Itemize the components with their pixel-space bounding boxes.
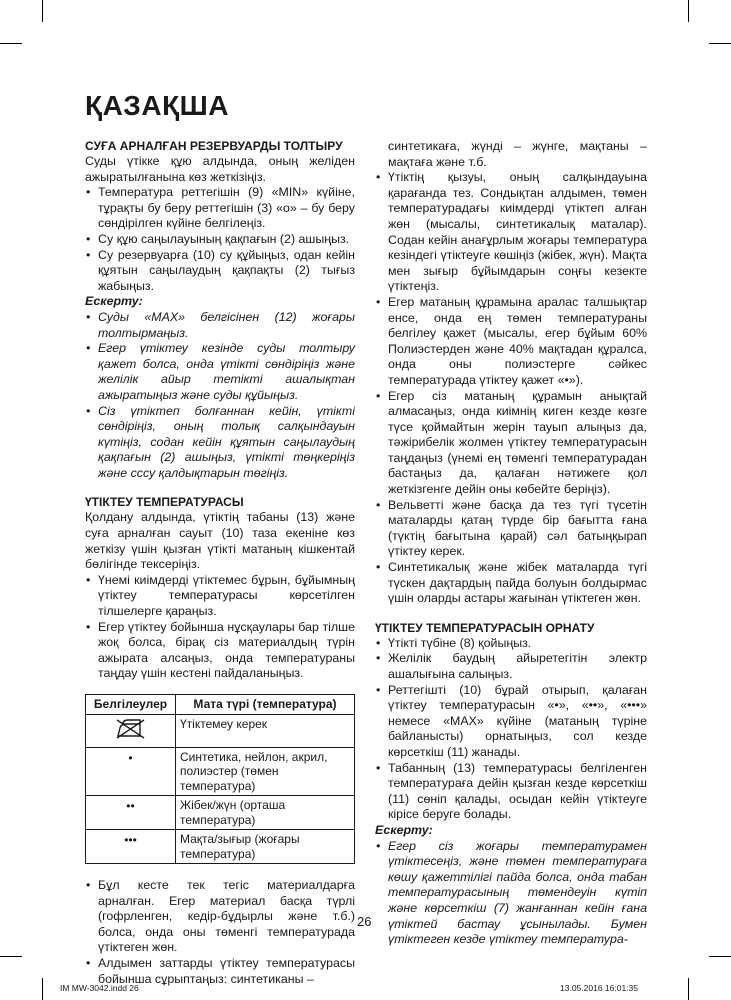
crop-mark xyxy=(688,978,689,1000)
section-intro: Қолдану алдында, үтіктің табаны (13) және суға арналған сауыт (10) таза екеніне көз жеткізу үшін қызған үтікті матаның кішкентай бөлігінде тексеріңіз. xyxy=(85,510,355,572)
note-heading: Ескерту: xyxy=(375,822,433,837)
list-item: • Үтіктің қызуы, оның салқындауына қарағанда тез. Сондықтан алдымен, төмен температурадағы киімдерді үтіктеп алған жөн (мысалы, синтетикалық маталар). Содан кейін анағұрлым жоғары температура кезіндегі үтіктеуге көшіңіз (жібек, жүн). Мақта мен зығыр бұйымдарын соңғы кезекте үтіктеңіз. xyxy=(375,170,647,295)
note-list xyxy=(375,839,647,948)
crop-mark xyxy=(688,0,689,22)
instruction-list xyxy=(375,636,647,823)
no-ironing-icon xyxy=(114,718,148,740)
crop-mark xyxy=(42,978,43,1000)
footer-file-info: IM MW-3042.indd 26 xyxy=(60,983,139,993)
fabric-temperature-table xyxy=(85,694,355,864)
list-item: • Реттегішті (10) бұрай отырып, қалаған үтіктеу температурасын «•», «••», «•••» немесе «MAX» күйіне (матаның түріне байланысты) орнатыңыз, сол кезде көрсеткіш (11) жанады. xyxy=(375,683,647,761)
list-item: • Үнемі киімдерді үтіктемес бұрын, бұйымның үтіктеу температурасы көрсетілген тілшелерге қараңыз. xyxy=(85,573,355,620)
table-row xyxy=(86,796,355,830)
crop-mark xyxy=(0,43,22,44)
section-heading-ironing-temperature: ҮТІКТЕУ ТЕМПЕРАТУРАСЫ xyxy=(85,495,244,510)
list-item: • Синтетикалық және жібек маталарда түгі түскен дақтардың пайда болуын болдырмас үшін оларды астары жағынан үтіктеген жөн. xyxy=(375,560,647,607)
table-row xyxy=(86,830,355,864)
list-item: • Егер сіз жоғары температурамен үтіктесеңіз, және төмен температураға көшу қажеттілігі пайда болса, онда табан температурасының төмендеуін күтіп және көрсеткіш (7) жанғаннан кейін ғана үтіктей бастау ұсынылады. Бумен үтіктеген кезде үтіктеу температура- xyxy=(375,839,647,948)
list-item: • Бұл кесте тек тегіс материалдарға арналған. Егер материал басқа түрлі (гофрленген, кедір-бұдырлы және т.б.) болса, онда оны төменгі температурада үтіктеген жөн. xyxy=(85,878,355,956)
page-title: ҚАЗАҚША xyxy=(85,90,230,121)
footer-timestamp: 13.05.2016 16:01:35 xyxy=(560,983,638,993)
instruction-list xyxy=(85,573,355,682)
list-item: • Үтікті түбіне (8) қойыңыз. xyxy=(375,636,647,652)
table-header-symbols: Белгілеулер xyxy=(86,695,176,715)
section-heading-set-temperature: ҮТІКТЕУ ТЕМПЕРАТУРАСЫН ОРНАТУ xyxy=(375,620,595,635)
table-row xyxy=(86,747,355,796)
list-item: • Егер үтіктеу бойынша нұсқаулары бар тілше жоқ болса, бірақ сіз материалдың түрін ажырата алсаңыз, онда температураны таңдау үшін кестені пайдаланыңыз. xyxy=(85,620,355,682)
table-row xyxy=(86,714,355,747)
list-item: • Егер сіз матаның құрамын анықтай алмасаңыз, онда киімнің киген кезде көзге түсе қоймайтын жерін тауып алыңыз да, тәжірибелік жолмен үтіктеу температурасын таңдаңыз (үнемі ең төменгі температурадан бастаңыз да, қалаған нәтижеге қол жеткізгенге дейін оны көбейте беріңіз). xyxy=(375,389,647,498)
instruction-list xyxy=(85,185,355,294)
list-item: • Табанның (13) температурасы белгіленген температураға дейін қызған кезде көрсеткіш (11) сөніп қалады, осыдан кейін үтіктеуге кірісе беруге болады. xyxy=(375,761,647,823)
table-cell-symbol: ••• xyxy=(86,830,176,864)
table-cell-symbol: • xyxy=(86,747,176,796)
section-intro: Суды үтікке құю алдында, оның желіден ажыратылғанына көз жеткізіңіз. xyxy=(85,154,355,184)
table-cell-fabric: Мақта/зығыр (жоғары температура) xyxy=(176,830,355,864)
table-cell-fabric: Жібек/жүн (орташа температура) xyxy=(176,796,355,830)
continued-text: синтетикаға, жүнді – жүнге, мақтаны – мақтаға және т.б. xyxy=(388,139,647,169)
list-item: • Желілік баудың айыретегітін электр ашалығына салыңыз. xyxy=(375,651,647,682)
list-item: • Сіз үтіктеп болғаннан кейін, үтікті сөндіріңіз, оның толық салқындауын күтіңіз, содан кейін құятын саңылаудың қақпағын (2) ашыңыз, үтікті төңкеріңіз және сссу қалдықтарын төгіңіз. xyxy=(85,404,355,482)
instruction-list xyxy=(375,170,647,607)
left-column xyxy=(85,139,355,987)
list-item: • Су құю саңылауының қақпағын (2) ашыңыз. xyxy=(85,232,355,248)
table-cell-fabric: Синтетика, нейлон, акрил, полиэстер (төмен температура) xyxy=(176,747,355,796)
list-item: • Алдымен заттарды үтіктеу температурасы бойынша сұрыптаңыз: синтетиканы – xyxy=(85,956,355,987)
table-cell-fabric: Үтіктемеу керек xyxy=(176,714,355,747)
note-list xyxy=(85,310,355,482)
page-number: 26 xyxy=(357,914,372,929)
crop-mark xyxy=(42,0,43,22)
note-heading: Ескерту: xyxy=(85,294,143,309)
list-item: • Су резервуарға (10) су құйыңыз, одан кейін құятын саңылаудың қақпақты (2) тығыз жабыңыз. xyxy=(85,248,355,295)
table-cell-symbol: •• xyxy=(86,796,176,830)
list-item: • Температура реттегішін (9) «MIN» күйіне, тұрақты бу беру реттегішін (3) «о» – бу беру сөндірілген күйіне белгілеңіз. xyxy=(85,185,355,232)
crop-mark xyxy=(0,956,22,957)
list-item: • Егер матаның құрамына аралас талшықтар енсе, онда ең төмен температураны белгілеу қажет (мысалы, егер бұйым 60% Полиэстерден және 40% мақтадан құралса, онда оны полиэстерге сәйкес температурада үтіктеу қажет «•»). xyxy=(375,295,647,389)
list-item: • Суды «MAX» белгісінен (12) жоғары толтырмаңыз. xyxy=(85,310,355,341)
table-cell-symbol xyxy=(86,714,176,747)
instruction-list xyxy=(85,878,355,987)
table-header-fabric: Мата түрі (температура) xyxy=(176,695,355,715)
right-column xyxy=(375,139,647,948)
crop-mark xyxy=(709,43,731,44)
list-item: • Вельветті және басқа да тез түгі түсетін маталарды қатаң түрде бір бағытта ғана (түктің бағытына қарай) сәл батыңқырап үтіктеу керек. xyxy=(375,498,647,560)
list-item: • Егер үтіктеу кезінде суды толтыру қажет болса, онда үтікті сөндіріңіз және желілік айыр тетікті ашалықтан ажыратыңыз және суды құйыңыз. xyxy=(85,341,355,403)
crop-mark xyxy=(709,956,731,957)
section-heading-fill-reservoir: СУҒА АРНАЛҒАН РЕЗЕРВУАРДЫ ТОЛТЫРУ xyxy=(85,139,343,153)
